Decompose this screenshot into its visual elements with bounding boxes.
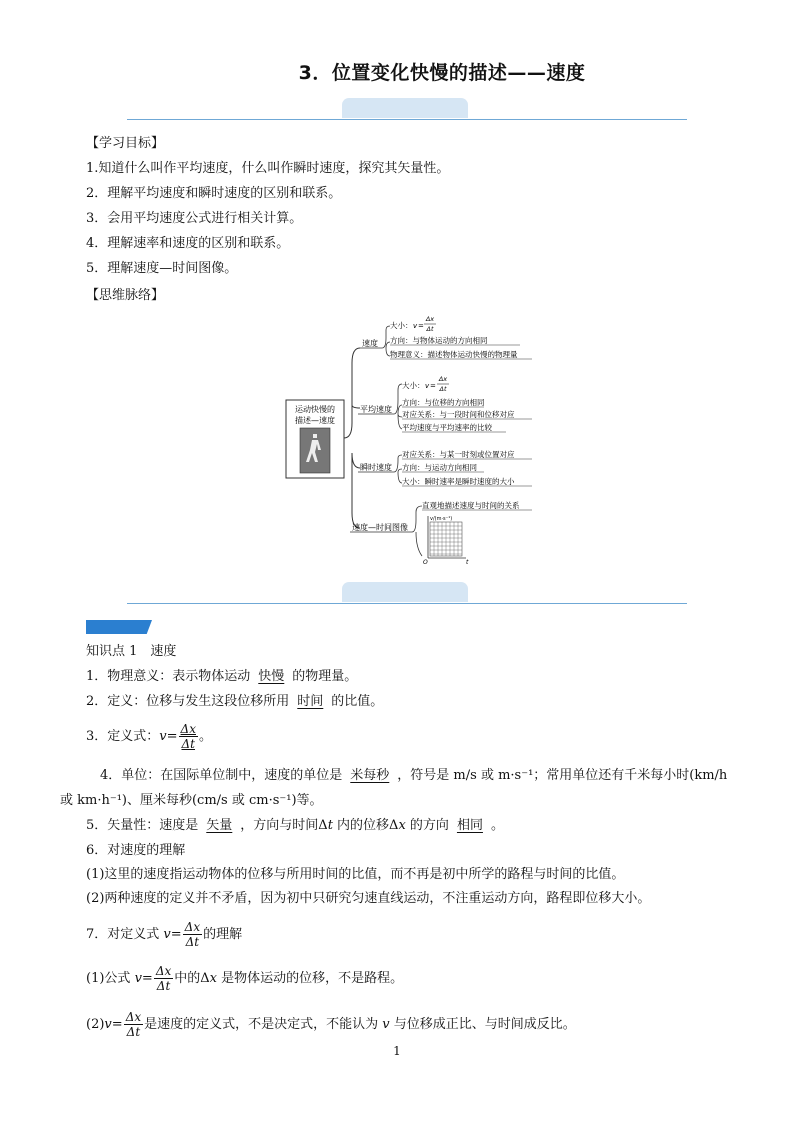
- kp1-item-5-text: 5．矢量性：速度是: [86, 818, 199, 833]
- kp1-item-6: 6．对速度的理解: [86, 843, 186, 858]
- kp1-item-3-end: 。: [198, 729, 212, 744]
- kp1-item-7-eq: =: [170, 927, 182, 942]
- mind-map-diagram: [280, 308, 550, 568]
- mindmap-root-label-2: 描述—速度: [295, 416, 335, 425]
- kp1-item-7: [86, 920, 242, 950]
- kp1-answer-5a: 矢量: [206, 818, 233, 833]
- vt-graph-mini: [423, 516, 469, 566]
- average-size-v: v: [425, 382, 430, 390]
- objective-item-1: 1.知道什么叫作平均速度，什么叫作瞬时速度，探究其矢量性。: [86, 161, 450, 176]
- velocity-frac-num: Δx: [425, 315, 435, 323]
- instant-relation: 对应关系：与某一时刻或位置对应: [402, 450, 515, 459]
- velocity-brace: [382, 326, 390, 356]
- kp1-item-3: [86, 722, 212, 751]
- vt-axis-o: O: [423, 559, 428, 566]
- velocity-meaning: 物理意义：描述物体运动快慢的物理量: [390, 350, 518, 359]
- kp1-item-6-2: (2)两种速度的定义并不矛盾，因为初中只研究匀速直线运动，不注重运动方向，路程即位移大小。: [86, 891, 651, 906]
- graph-brace: [412, 506, 422, 556]
- velocity-size-v: v: [413, 322, 418, 330]
- kp1-item-7-v: v: [163, 927, 171, 942]
- kp1-item-7-2-v2: v: [382, 1017, 390, 1032]
- graph-desc: 直观地描述速度与时间的关系: [422, 501, 520, 510]
- kp1-item-7-end: 的理解: [203, 927, 243, 942]
- kp1-item-1-end: 的物理量。: [292, 669, 358, 684]
- kp1-item-4b: 或 km·h⁻¹)、厘米每秒(cm/s 或 cm·s⁻¹)等。: [60, 793, 323, 808]
- section-band-top: [127, 98, 687, 120]
- kp1-heading: 知识点 1 速度: [86, 644, 177, 659]
- kp1-item-7-2-end: 与位移成正比、与时间成反比。: [389, 1017, 576, 1032]
- mindmap-heading: 【思维脉络】: [86, 288, 165, 303]
- frac-num: Δx: [155, 964, 172, 978]
- frac-num: Δx: [184, 920, 201, 934]
- kp1-answer-5b: 相同: [456, 818, 483, 833]
- kp1-item-7-2: [86, 1010, 576, 1040]
- kp1-item-7-2-eq: =: [111, 1017, 123, 1032]
- kp1-item-1-text: 1．物理意义：表示物体运动: [86, 669, 251, 684]
- objectives-heading: 【学习目标】: [86, 136, 165, 151]
- average-compare: 平均速度与平均速率的比较: [402, 423, 492, 432]
- kp1-item-3-text: 3．定义式：: [86, 729, 160, 744]
- kp1-item-7-2-fraction: [124, 1010, 143, 1039]
- page-title: 3．位置变化快慢的描述——速度: [298, 62, 586, 84]
- kp1-item-7-1-mid: 中的Δ: [174, 971, 210, 986]
- average-size-eq: =: [430, 382, 436, 390]
- kp1-item-4-text: 4．单位：在国际单位制中，速度的单位是: [100, 768, 343, 783]
- objective-item-2: 2．理解平均速度和瞬时速度的区别和联系。: [86, 186, 342, 201]
- section-tab: [342, 98, 468, 118]
- kp1-item-7-2-text: (2): [86, 1017, 105, 1032]
- instant-direction: 方向：与运动方向相同: [402, 463, 477, 472]
- kp1-item-5-t: t: [327, 818, 333, 833]
- instant-size: 大小：瞬时速率是瞬时速度的大小: [402, 477, 515, 486]
- kp1-item-4a: [100, 767, 727, 785]
- branch-average-label: 平均速度: [360, 405, 392, 414]
- kp1-item-7-1-eq: =: [141, 971, 153, 986]
- kp1-answer-1: 快慢: [258, 669, 285, 684]
- kp1-item-3-v: v: [159, 729, 167, 744]
- mindmap-main-brace: [344, 348, 360, 528]
- kp1-item-7-2-v: v: [104, 1017, 112, 1032]
- branch-instant-label: 瞬时速度: [360, 463, 392, 472]
- velocity-direction: 方向：与物体运动的方向相同: [390, 336, 488, 345]
- kp1-item-1: [86, 668, 357, 686]
- branch-velocity-label: 速度: [362, 339, 378, 348]
- kp1-item-7-fraction: [183, 920, 202, 949]
- velocity-frac-den: Δt: [426, 325, 434, 333]
- kp1-item-2-text: 2．定义：位移与发生这段位移所用: [86, 694, 290, 709]
- objective-item-3: 3．会用平均速度公式进行相关计算。: [86, 211, 303, 226]
- mindmap-root-label-1: 运动快慢的: [295, 405, 335, 414]
- average-size-label: 大小：: [402, 381, 425, 390]
- frac-den: Δt: [156, 979, 171, 993]
- velocity-size-label: 大小：: [390, 321, 413, 330]
- vt-axis-t: t: [466, 559, 469, 566]
- frac-den: Δt: [126, 1025, 141, 1039]
- vt-axis-v: v/(m·s⁻¹): [430, 516, 453, 522]
- kp1-answer-2: 时间: [297, 694, 324, 709]
- kp1-item-7-1-fraction: [154, 964, 173, 993]
- branch-graph-label: 速度—时间图像: [352, 523, 408, 532]
- average-direction: 方向：与位移的方向相同: [402, 398, 485, 407]
- frac-den: Δt: [181, 737, 196, 751]
- kp1-answer-4: 米每秒: [350, 768, 390, 783]
- kp1-item-2-end: 的比值。: [331, 694, 384, 709]
- section-band-mid: [127, 582, 687, 604]
- kp1-item-5: [86, 817, 504, 835]
- average-brace: [394, 384, 402, 429]
- kp1-item-5-x: x: [398, 818, 406, 833]
- section-tab-2: [342, 582, 468, 602]
- kp1-item-6-1: (1)这里的速度指运动物体的位移与所用时间的比值，而不再是初中所学的路程与时间的比值。: [86, 867, 625, 882]
- kp1-item-5-mid2: 内的位移Δ: [332, 818, 399, 833]
- average-frac-num: Δx: [438, 375, 448, 383]
- section-rule: [127, 119, 687, 120]
- kp1-item-7-1-end: 是物体运动的位移，不是路程。: [217, 971, 404, 986]
- kp1-item-7-2-mid: 是速度的定义式，不是决定式，不能认为: [144, 1017, 383, 1032]
- kp1-item-5-mid: ，方向与时间Δ: [240, 818, 328, 833]
- average-frac-den: Δt: [439, 385, 447, 393]
- instant-brace: [394, 455, 402, 483]
- kp1-item-3-fraction: [179, 722, 198, 751]
- frac-num: Δx: [125, 1010, 142, 1024]
- section-blue-tag: [86, 620, 152, 634]
- kp1-item-3-eq: =: [166, 729, 178, 744]
- section-rule-2: [127, 603, 687, 604]
- velocity-size-eq: =: [418, 322, 424, 330]
- average-relation: 对应关系：与一段时间和位移对应: [402, 410, 515, 419]
- kp1-item-7-1-text: (1)公式: [86, 971, 135, 986]
- kp1-item-2: [86, 693, 383, 711]
- objective-item-4: 4．理解速率和速度的区别和联系。: [86, 236, 290, 251]
- frac-den: Δt: [185, 935, 200, 949]
- kp1-item-7-1-x: x: [209, 971, 217, 986]
- kp1-item-4-end: ，符号是 m/s 或 m·s⁻¹；常用单位还有千米每小时(km/h: [397, 768, 728, 783]
- kp1-item-7-1: [86, 964, 403, 994]
- kp1-item-5-end: 。: [490, 818, 504, 833]
- page-number: 1: [393, 1044, 401, 1058]
- kp1-item-5-mid3: 的方向: [405, 818, 449, 833]
- kp1-item-7-text: 7．对定义式: [86, 927, 164, 942]
- objective-item-5: 5．理解速度—时间图像。: [86, 261, 238, 276]
- kp1-item-7-1-v: v: [134, 971, 142, 986]
- frac-num: Δx: [180, 722, 196, 736]
